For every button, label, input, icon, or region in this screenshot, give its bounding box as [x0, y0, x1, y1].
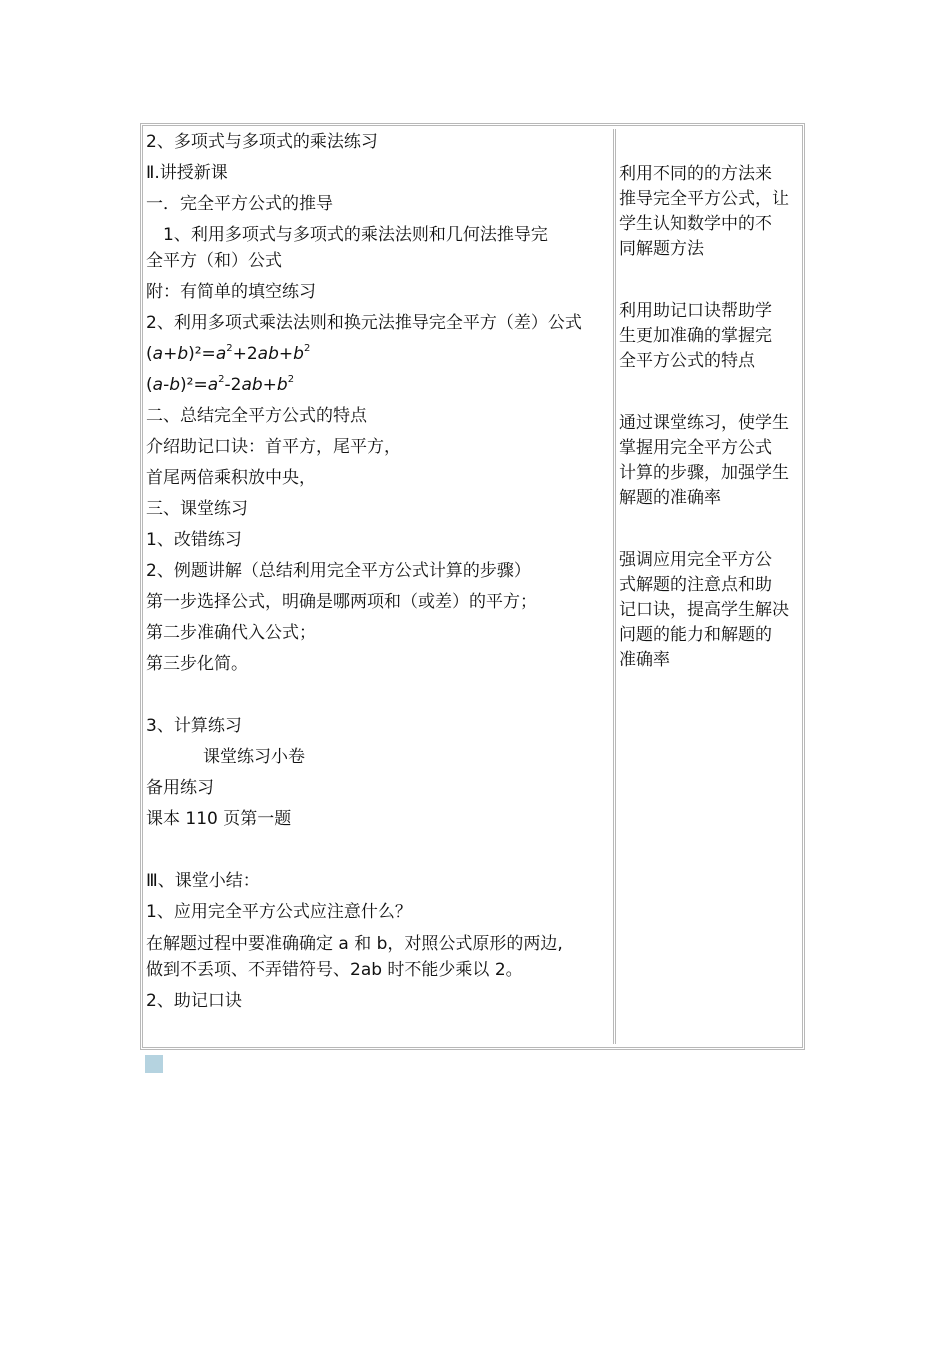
content-line: 3、计算练习: [146, 716, 242, 736]
formula-sum-square: $(a+b)^2=a^2+2ab+b^2$: [146, 343, 311, 364]
content-line: 课堂练习小卷: [203, 747, 305, 767]
content-line: 2、例题讲解（总结利用完全平方公式计算的步骤）: [146, 561, 531, 581]
section-heading: Ⅲ、课堂小结：: [146, 871, 260, 891]
content-line: 首尾两倍乘积放中央，: [146, 468, 316, 488]
content-line: 第一步选择公式，明确是哪两项和（或差）的平方；: [146, 592, 537, 612]
content-line: 第三步化简。: [146, 654, 248, 674]
design-note: 利用不同的的方法来 推导完全平方公式，让 学生认知数学中的不 同解题方法: [619, 164, 789, 259]
design-note: 利用助记口诀帮助学 生更加准确的掌握完 全平方公式的特点: [619, 301, 772, 371]
content-paragraph: 1、利用多项式与多项式的乘法法则和几何法推导完 全平方（和）公式: [146, 225, 548, 271]
design-intent-column: [619, 129, 799, 1044]
content-line: 课本 110 页第一题: [146, 809, 292, 829]
content-line: 1、改错练习: [146, 530, 242, 550]
content-paragraph: 在解题过程中要准确确定 a 和 b，对照公式原形的两边, 做到不丢项、不弄错符号、2ab 时不能少乘以 2。: [146, 934, 563, 980]
content-line: 备用练习: [146, 778, 214, 798]
content-line: 2、利用多项式乘法法则和换元法推导完全平方（差）公式: [146, 313, 582, 333]
content-line: 附：有简单的填空练习: [146, 282, 316, 302]
subsection-heading: 一．完全平方公式的推导: [146, 194, 333, 214]
content-line: 2、助记口诀: [146, 991, 242, 1011]
teaching-content-column: [146, 129, 616, 1044]
design-note: 强调应用完全平方公 式解题的注意点和助 记口诀，提高学生解决 问题的能力和解题的 准确率: [619, 550, 789, 670]
subsection-heading: 三、课堂练习: [146, 499, 248, 519]
content-line: 介绍助记口诀：首平方，尾平方，: [146, 437, 401, 457]
section-heading: Ⅱ.讲授新课: [146, 163, 228, 183]
lesson-table: [140, 123, 805, 1050]
formula-difference-square: $(a-b)^2=a^2-2ab+b^2$: [146, 374, 295, 395]
square-marker: [145, 1055, 163, 1073]
content-line: 2、多项式与多项式的乘法练习: [146, 132, 378, 152]
design-note: 通过课堂练习，使学生 掌握用完全平方公式 计算的步骤，加强学生 解题的准确率: [619, 413, 789, 508]
content-line: 1、应用完全平方公式应注意什么？: [146, 902, 412, 922]
content-line: 第二步准确代入公式；: [146, 623, 316, 643]
subsection-heading: 二、总结完全平方公式的特点: [146, 406, 367, 426]
